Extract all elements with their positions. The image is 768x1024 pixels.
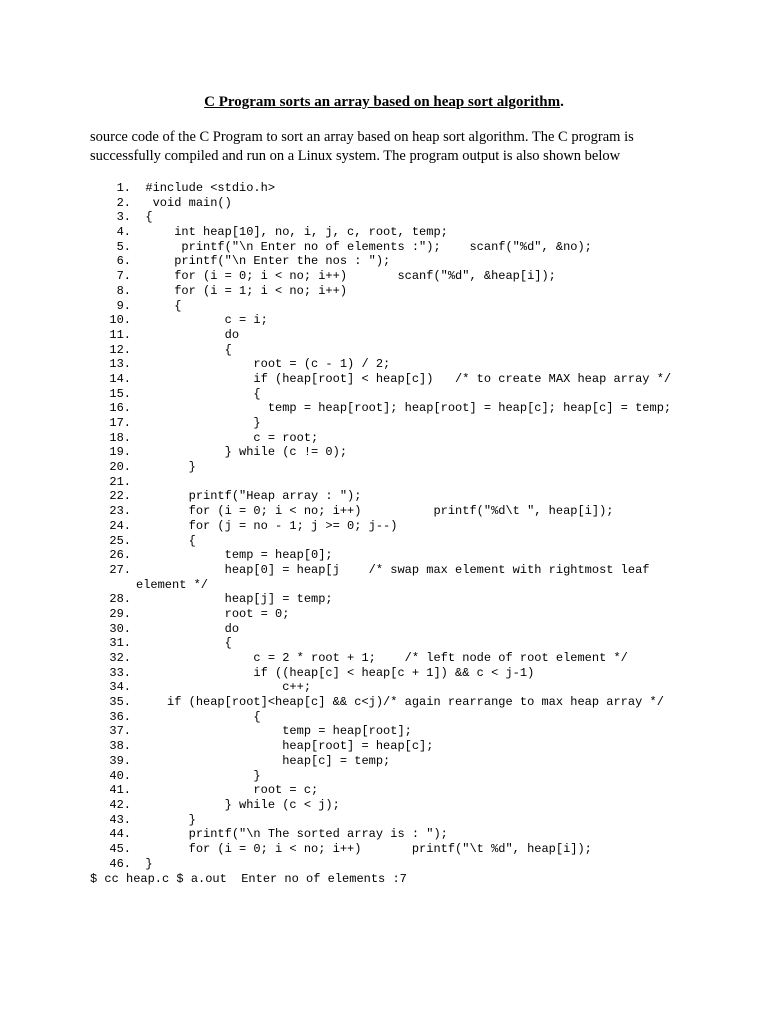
- code-line: [90, 343, 730, 358]
- code-line: [90, 372, 730, 387]
- code-text: temp = heap[root];: [145, 724, 412, 739]
- code-line: [90, 240, 730, 255]
- code-text: }: [145, 856, 153, 871]
- line-gap: [131, 680, 145, 694]
- code-text: {: [145, 386, 261, 401]
- code-text: {: [145, 342, 232, 357]
- line-number: 36.: [109, 709, 131, 724]
- code-text: }: [145, 416, 261, 430]
- code-text: heap[j] = temp;: [145, 592, 333, 607]
- line-number: 24.: [109, 518, 131, 533]
- code-text: int heap[10], no, i, j, c, root, temp;: [145, 225, 448, 240]
- line-gap: [131, 607, 145, 621]
- line-number: 29.: [109, 606, 131, 621]
- line-number: 21.: [109, 474, 131, 489]
- line-number: 26.: [109, 548, 131, 563]
- code-text: {: [145, 709, 261, 724]
- code-text: c++;: [145, 680, 312, 695]
- code-line: [90, 607, 730, 622]
- code-text: c = 2 * root + 1; /* left node of root element */: [145, 651, 628, 665]
- code-text: {: [145, 210, 153, 225]
- code-text: } while (c < j);: [145, 797, 340, 812]
- line-gap: [131, 489, 145, 503]
- line-gap: [131, 519, 145, 533]
- line-gap: [131, 592, 145, 606]
- code-text: for (j = no - 1; j >= 0; j--): [145, 518, 398, 533]
- code-line: [90, 739, 730, 754]
- line-gap: [131, 651, 145, 665]
- code-text: do: [145, 621, 240, 636]
- line-number: 17.: [109, 416, 131, 430]
- line-number: 28.: [109, 592, 131, 607]
- line-gap: [131, 563, 145, 577]
- code-text: if (heap[root]<heap[c] && c<j)/* again rearrange to max heap array */: [145, 695, 664, 710]
- line-gap: [131, 431, 145, 445]
- code-line: [90, 401, 730, 416]
- line-number: 41.: [109, 783, 131, 798]
- line-number: 13.: [109, 357, 131, 372]
- line-number: 37.: [109, 724, 131, 739]
- code-line: [90, 489, 730, 504]
- code-line: [90, 666, 730, 681]
- line-number: 39.: [109, 753, 131, 768]
- code-text: temp = heap[0];: [145, 548, 333, 563]
- code-text: #include <stdio.h>: [145, 181, 276, 195]
- code-line: [90, 827, 730, 842]
- line-number: 38.: [109, 739, 131, 754]
- code-line: [90, 769, 730, 784]
- code-line: [90, 710, 730, 725]
- code-text: for (i = 0; i < no; i++) printf("\t %d", heap[i]);: [145, 841, 592, 856]
- code-text: temp = heap[root]; heap[root] = heap[c]; heap[c] = temp;: [145, 401, 672, 416]
- line-number: 45.: [109, 841, 131, 856]
- shell-output-line: $ cc heap.c $ a.out Enter no of elements :7: [90, 872, 407, 886]
- line-gap: [131, 299, 145, 313]
- line-number: 1.: [116, 181, 131, 195]
- line-gap: [131, 798, 145, 812]
- code-line: [90, 754, 730, 769]
- code-line: [90, 724, 730, 739]
- line-number: 2.: [116, 195, 131, 210]
- line-number: 42.: [109, 797, 131, 812]
- code-text: {: [145, 636, 232, 651]
- line-number: 4.: [116, 225, 131, 240]
- code-line-continuation: element */: [136, 577, 209, 592]
- line-number: 6.: [116, 254, 131, 269]
- code-text: root = (c - 1) / 2;: [145, 357, 391, 372]
- line-gap: [131, 196, 145, 210]
- code-text: }: [145, 768, 261, 783]
- code-line: [90, 416, 730, 431]
- line-number: 34.: [109, 680, 131, 695]
- code-line: [90, 210, 730, 225]
- code-line: [90, 284, 730, 299]
- line-number: 15.: [109, 386, 131, 401]
- code-text: void main(): [145, 195, 232, 210]
- line-gap: [131, 504, 145, 518]
- line-gap: [131, 254, 145, 268]
- document-title-text: C Program sorts an array based on heap sort algorithm: [204, 94, 561, 110]
- line-number: 18.: [109, 430, 131, 445]
- line-number: 30.: [109, 621, 131, 636]
- line-number: 33.: [109, 665, 131, 680]
- code-line: [90, 519, 730, 534]
- line-number: 44.: [109, 827, 131, 842]
- code-line: [90, 548, 730, 563]
- line-number: 16.: [109, 401, 131, 416]
- line-gap: [131, 387, 145, 401]
- line-gap: [131, 460, 145, 474]
- line-gap: [131, 225, 145, 239]
- code-text: printf("\n The sorted array is : ");: [145, 827, 448, 842]
- line-number: 12.: [109, 342, 131, 357]
- code-line: [90, 445, 730, 460]
- line-number: 10.: [109, 313, 131, 328]
- code-line: [90, 842, 730, 857]
- code-line: [90, 387, 730, 402]
- line-number: 31.: [109, 636, 131, 651]
- code-text: heap[root] = heap[c];: [145, 739, 434, 754]
- code-line: [90, 475, 730, 490]
- line-number: 43.: [109, 812, 131, 827]
- code-line: [90, 431, 730, 446]
- line-number: 19.: [109, 445, 131, 460]
- line-gap: [131, 416, 145, 430]
- code-line: [90, 225, 730, 240]
- line-gap: [131, 181, 145, 195]
- line-gap: [131, 534, 145, 548]
- code-text: printf("\n Enter no of elements :"); scanf("%d", &no);: [145, 239, 592, 254]
- line-gap: [131, 710, 145, 724]
- code-text: heap[0] = heap[j /* swap max element with rightmost leaf: [145, 562, 650, 577]
- line-number: 46.: [109, 856, 131, 871]
- line-gap: [131, 240, 145, 254]
- code-line: [90, 651, 730, 666]
- line-number: 25.: [109, 533, 131, 548]
- code-line: [90, 636, 730, 651]
- code-line: [90, 813, 730, 828]
- line-gap: [131, 813, 145, 827]
- code-text: root = c;: [145, 783, 319, 798]
- line-gap: [131, 739, 145, 753]
- line-gap: [131, 842, 145, 856]
- line-number: 22.: [109, 489, 131, 504]
- intro-line: successfully compiled and run on a Linux system. The program output is also shown below: [90, 148, 621, 164]
- code-line: [90, 857, 730, 872]
- line-number: 5.: [116, 239, 131, 254]
- code-text: }: [145, 812, 196, 827]
- line-gap: [131, 328, 145, 342]
- line-gap: [131, 269, 145, 283]
- code-line: [90, 328, 730, 343]
- code-text: c = i;: [145, 313, 268, 328]
- line-number: 23.: [109, 504, 131, 519]
- line-gap: [131, 475, 145, 489]
- line-number: 20.: [109, 460, 131, 475]
- code-listing: [90, 181, 730, 871]
- document-title: [0, 94, 768, 111]
- code-text: if (heap[root] < heap[c]) /* to create MAX heap array */: [145, 371, 672, 386]
- code-line: [90, 313, 730, 328]
- code-line: [90, 592, 730, 607]
- code-text: if ((heap[c] < heap[c + 1]) && c < j-1): [145, 665, 535, 680]
- line-gap: [131, 313, 145, 327]
- code-line: [90, 563, 730, 578]
- code-text: printf("\n Enter the nos : ");: [145, 254, 391, 269]
- code-line: [90, 269, 730, 284]
- document-title-suffix: .: [560, 94, 564, 110]
- code-line: [90, 798, 730, 813]
- line-gap: [131, 754, 145, 768]
- line-gap: [131, 769, 145, 783]
- intro-line: source code of the C Program to sort an array based on heap sort algorithm. The C program is: [90, 129, 634, 145]
- line-gap: [131, 622, 145, 636]
- line-number: 8.: [116, 283, 131, 298]
- line-number: 40.: [109, 768, 131, 783]
- line-number: 3.: [116, 210, 131, 225]
- code-line: [90, 783, 730, 798]
- code-text: root = 0;: [145, 606, 290, 621]
- line-gap: [131, 343, 145, 357]
- line-number: 35.: [109, 695, 131, 710]
- code-line: [90, 460, 730, 475]
- line-number: 7.: [116, 269, 131, 284]
- code-text: for (i = 0; i < no; i++) scanf("%d", &heap[i]);: [145, 269, 556, 284]
- line-number: 14.: [109, 371, 131, 386]
- line-gap: [131, 724, 145, 738]
- code-line: [90, 196, 730, 211]
- line-gap: [131, 445, 145, 459]
- code-line: [90, 680, 730, 695]
- code-line: [90, 299, 730, 314]
- line-gap: [131, 401, 145, 415]
- line-gap: [131, 666, 145, 680]
- line-number: 27.: [109, 562, 131, 577]
- code-text: do: [145, 327, 240, 342]
- code-line: [90, 504, 730, 519]
- code-text: heap[c] = temp;: [145, 753, 391, 768]
- code-text: for (i = 0; i < no; i++) printf("%d\t ", heap[i]);: [145, 504, 614, 519]
- code-text: {: [145, 533, 196, 548]
- code-text: }: [145, 460, 196, 475]
- line-number: 11.: [109, 327, 131, 342]
- line-gap: [131, 372, 145, 386]
- line-gap: [131, 210, 145, 224]
- code-line: [90, 534, 730, 549]
- line-gap: [131, 827, 145, 841]
- code-line: [90, 254, 730, 269]
- intro-paragraph: [90, 128, 700, 166]
- code-text: {: [145, 298, 182, 313]
- line-gap: [131, 636, 145, 650]
- line-gap: [131, 548, 145, 562]
- line-gap: [131, 357, 145, 371]
- code-line: [90, 181, 730, 196]
- code-line: [90, 357, 730, 372]
- line-number: 32.: [109, 651, 131, 665]
- line-gap: [131, 783, 145, 797]
- code-text: printf("Heap array : ");: [145, 489, 362, 504]
- line-gap: [131, 695, 145, 709]
- code-text: for (i = 1; i < no; i++): [145, 283, 348, 298]
- line-gap: [131, 857, 145, 871]
- line-number: 9.: [116, 298, 131, 313]
- line-gap: [131, 284, 145, 298]
- code-text: c = root;: [145, 430, 319, 445]
- code-line: [90, 695, 730, 710]
- code-line: [90, 622, 730, 637]
- code-text: } while (c != 0);: [145, 445, 348, 460]
